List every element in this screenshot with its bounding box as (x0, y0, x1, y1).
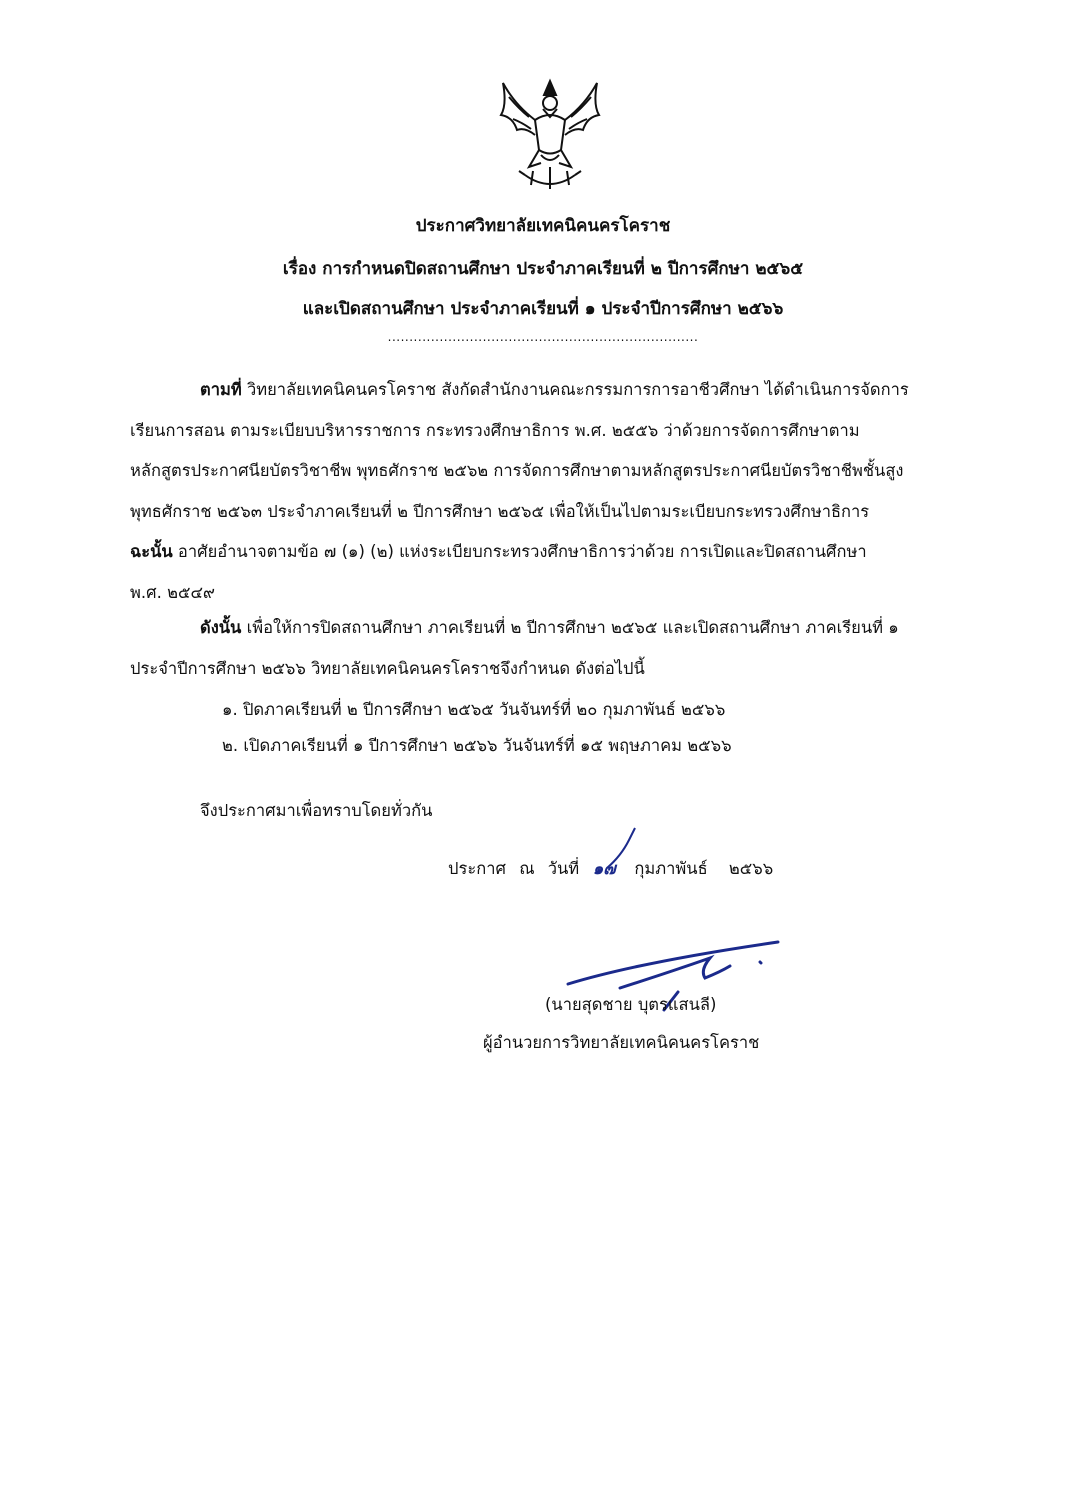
subject-line-1: เรื่อง การกำหนดปิดสถานศึกษา ประจำภาคเรียนที่ ๒ ปีการศึกษา ๒๕๖๕ (282, 259, 804, 279)
para1-line1-text: วิทยาลัยเทคนิคนครโคราช สังกัดสำนักงานคณะกรรมการการอาชีวศึกษา ได้ดำเนินการจัดการ (241, 380, 909, 399)
date-year: ๒๕๖๖ (728, 859, 774, 878)
para2-line1 (130, 608, 980, 649)
closing-statement: จึงประกาศมาเพื่อทราบโดยทั่วกัน (200, 801, 433, 820)
para1-lead: ตามที่ (200, 380, 242, 399)
list-item-close-semester: ๑. ปิดภาคเรียนที่ ๒ ปีการศึกษา ๒๕๖๕ วันจันทร์ที่ ๒๐ กุมภาพันธ์ ๒๕๖๖ (222, 700, 726, 719)
para1-line2: เรียนการสอน ตามระเบียบบริหารราชการ กระทรวงศึกษาธิการ พ.ศ. ๒๕๕๖ ว่าด้วยการจัดการศึกษาตาม (130, 420, 860, 440)
para1-line5-text: อาศัยอำนาจตามข้อ ๗ (๑) (๒) แห่งระเบียบกระทรวงศึกษาธิการว่าด้วย การเปิดและปิดสถานศึกษา (172, 542, 867, 561)
list-item-open-semester: ๒. เปิดภาคเรียนที่ ๑ ปีการศึกษา ๒๕๖๖ วันจันทร์ที่ ๑๕ พฤษภาคม ๒๕๖๖ (222, 736, 732, 755)
date-month: กุมภาพันธ์ (634, 859, 708, 878)
announcement-title: ประกาศวิทยาลัยเทคนิคนครโคราช (415, 216, 671, 236)
announcement-date (448, 856, 773, 882)
date-day-label: วันที่ (547, 859, 580, 878)
para1-line4: พุทธศักราช ๒๕๖๓ ประจำภาคเรียนที่ ๒ ปีการศึกษา ๒๕๖๕ เพื่อให้เป็นไปตามระเบียบกระทรวงศึกษาธิการ (130, 501, 870, 521)
date-at: ณ (519, 859, 535, 878)
separator-dots: ........................................................................ (387, 330, 699, 344)
paragraph-1 (130, 370, 980, 613)
paragraph-2 (130, 608, 980, 689)
para2-line2: ประจำปีการศึกษา ๒๕๖๖ วิทยาลัยเทคนิคนครโคราชจึงกำหนด ดังต่อไปนี้ (130, 658, 645, 678)
subject-line-2: และเปิดสถานศึกษา ประจำภาคเรียนที่ ๑ ประจำปีการศึกษา ๒๕๖๖ (302, 299, 784, 319)
para1-line6: พ.ศ. ๒๕๔๙ (130, 582, 216, 602)
signatory-name: (นายสุดชาย บุตรแสนลี) (545, 995, 717, 1014)
para1-line1 (130, 370, 980, 411)
garuda-emblem-icon (495, 75, 605, 195)
para1-line5-bold: ฉะนั้น (130, 542, 173, 561)
para2-lead: ดังนั้น (200, 618, 242, 637)
para2-line1-text: เพื่อให้การปิดสถานศึกษา ภาคเรียนที่ ๒ ปีการศึกษา ๒๕๖๕ และเปิดสถานศึกษา ภาคเรียนที่ ๑ (241, 618, 899, 637)
date-prefix: ประกาศ (448, 859, 506, 878)
signatory-position: ผู้อำนวยการวิทยาลัยเทคนิคนครโคราช (483, 1033, 760, 1052)
para1-line5 (130, 532, 980, 573)
handwritten-day: ๑๗ (592, 859, 616, 878)
handwritten-day-stroke-icon (599, 826, 649, 876)
para1-line3: หลักสูตรประกาศนียบัตรวิชาชีพ พุทธศักราช ๒๕๖๒ การจัดการศึกษาตามหลักสูตรประกาศนียบัตรวิชาชีพชั้นสูง (130, 461, 904, 480)
